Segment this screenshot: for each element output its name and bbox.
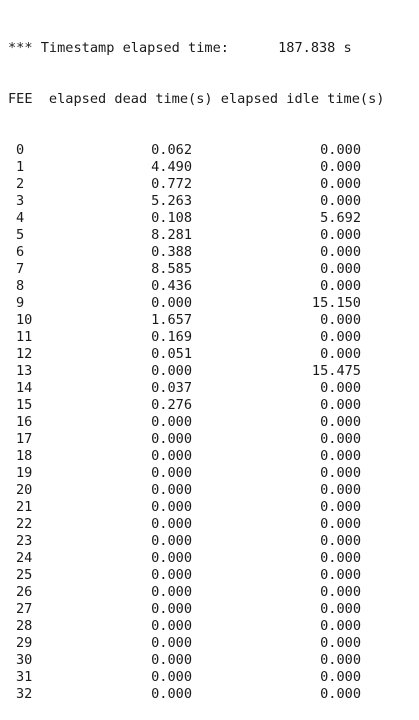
table-row (8, 278, 413, 295)
fee-number: 25 (16, 567, 33, 583)
fee-number: 20 (16, 482, 33, 498)
table-row (8, 652, 413, 669)
table-row (8, 431, 413, 448)
terminal-output (8, 6, 413, 720)
dead-time-value: 0.000 (151, 584, 192, 600)
idle-time-value: 15.150 (311, 295, 361, 311)
idle-time-value: 0.000 (320, 635, 361, 651)
idle-time-value: 0.000 (320, 550, 361, 566)
table-row (8, 635, 413, 652)
table-row (8, 312, 413, 329)
idle-time-value: 0.000 (320, 618, 361, 634)
fee-number: 6 (16, 244, 25, 260)
dead-time-value: 0.000 (151, 448, 192, 464)
idle-time-value: 0.000 (320, 499, 361, 515)
dead-time-value: 5.263 (151, 193, 192, 209)
table-row (8, 142, 413, 159)
idle-time-value: 0.000 (320, 329, 361, 345)
fee-number: 8 (16, 278, 25, 294)
dead-time-value: 0.000 (151, 601, 192, 617)
dead-time-value: 0.000 (151, 567, 192, 583)
idle-time-value: 0.000 (320, 142, 361, 158)
fee-number: 24 (16, 550, 33, 566)
dead-time-value: 0.000 (151, 550, 192, 566)
table-row (8, 567, 413, 584)
dead-time-value: 0.276 (151, 397, 192, 413)
idle-time-value: 0.000 (320, 193, 361, 209)
idle-time-value: 0.000 (320, 465, 361, 481)
idle-time-value: 0.000 (320, 261, 361, 277)
dead-time-value: 0.772 (151, 176, 192, 192)
fee-number: 0 (16, 142, 25, 158)
fee-number: 12 (16, 346, 33, 362)
fee-number: 4 (16, 210, 25, 226)
dead-time-value: 0.000 (151, 652, 192, 668)
fee-number: 2 (16, 176, 25, 192)
fee-number: 7 (16, 261, 25, 277)
table-row (8, 227, 413, 244)
table-row (8, 176, 413, 193)
dead-time-value: 0.000 (151, 414, 192, 430)
idle-time-value: 0.000 (320, 516, 361, 532)
idle-time-value: 0.000 (320, 278, 361, 294)
fee-number: 19 (16, 465, 33, 481)
table-row (8, 601, 413, 618)
idle-time-value: 0.000 (320, 431, 361, 447)
fee-number: 22 (16, 516, 33, 532)
dead-time-value: 0.000 (151, 533, 192, 549)
table-row (8, 295, 413, 312)
fee-number: 21 (16, 499, 33, 515)
table-row (8, 686, 413, 703)
table-row (8, 584, 413, 601)
idle-time-value: 0.000 (320, 482, 361, 498)
dead-time-value: 0.000 (151, 482, 192, 498)
table-row (8, 244, 413, 261)
fee-number: 31 (16, 669, 33, 685)
fee-number: 16 (16, 414, 33, 430)
fee-number: 18 (16, 448, 33, 464)
idle-time-value: 0.000 (320, 227, 361, 243)
table-row (8, 482, 413, 499)
idle-time-value: 0.000 (320, 312, 361, 328)
idle-time-value: 0.000 (320, 346, 361, 362)
dead-time-value: 8.281 (151, 227, 192, 243)
idle-time-value: 0.000 (320, 176, 361, 192)
dead-time-value: 0.000 (151, 295, 192, 311)
idle-time-value: 15.475 (311, 363, 361, 379)
fee-number: 26 (16, 584, 33, 600)
fee-number: 29 (16, 635, 33, 651)
fee-number: 1 (16, 159, 25, 175)
table-row (8, 210, 413, 227)
idle-time-value: 0.000 (320, 652, 361, 668)
dead-time-value: 4.490 (151, 159, 192, 175)
fee-number: 15 (16, 397, 33, 413)
dead-time-value: 0.000 (151, 686, 192, 702)
idle-time-value: 0.000 (320, 397, 361, 413)
fee-number: 32 (16, 686, 33, 702)
table-row (8, 533, 413, 550)
fee-number: 9 (16, 295, 25, 311)
fee-number: 13 (16, 363, 33, 379)
dead-time-value: 8.585 (151, 261, 192, 277)
fee-number: 5 (16, 227, 25, 243)
dead-time-value: 0.037 (151, 380, 192, 396)
column-header-line: FEE elapsed dead time(s) elapsed idle time(s) (8, 91, 385, 107)
fee-number: 28 (16, 618, 33, 634)
idle-time-value: 0.000 (320, 601, 361, 617)
dead-time-value: 0.000 (151, 465, 192, 481)
dead-time-value: 0.000 (151, 431, 192, 447)
dead-time-value: 0.051 (151, 346, 192, 362)
idle-time-value: 0.000 (320, 414, 361, 430)
fee-number: 14 (16, 380, 33, 396)
dead-time-value: 0.000 (151, 516, 192, 532)
table-row (8, 329, 413, 346)
table-row (8, 346, 413, 363)
fee-number: 30 (16, 652, 33, 668)
fee-number: 3 (16, 193, 25, 209)
table-row (8, 465, 413, 482)
table-row (8, 669, 413, 686)
idle-time-value: 0.000 (320, 448, 361, 464)
table-row (8, 397, 413, 414)
idle-time-value: 0.000 (320, 567, 361, 583)
dead-time-value: 0.436 (151, 278, 192, 294)
idle-time-value: 0.000 (320, 244, 361, 260)
idle-time-value: 0.000 (320, 669, 361, 685)
table-row (8, 550, 413, 567)
idle-time-value: 0.000 (320, 584, 361, 600)
table-row (8, 516, 413, 533)
fee-number: 10 (16, 312, 33, 328)
fee-number: 23 (16, 533, 33, 549)
dead-time-value: 0.169 (151, 329, 192, 345)
timestamp-line: *** Timestamp elapsed time: 187.838 s (8, 40, 352, 56)
table-row (8, 448, 413, 465)
fee-number: 27 (16, 601, 33, 617)
dead-time-value: 1.657 (151, 312, 192, 328)
idle-time-value: 0.000 (320, 380, 361, 396)
table-row (8, 414, 413, 431)
table-row (8, 499, 413, 516)
dead-time-value: 0.000 (151, 669, 192, 685)
table-row (8, 159, 413, 176)
idle-time-value: 0.000 (320, 159, 361, 175)
dead-time-value: 0.062 (151, 142, 192, 158)
table-row (8, 618, 413, 635)
table-row (8, 193, 413, 210)
idle-time-value: 0.000 (320, 533, 361, 549)
dead-time-value: 0.000 (151, 618, 192, 634)
table-row (8, 261, 413, 278)
dead-time-value: 0.000 (151, 635, 192, 651)
fee-table-body (8, 142, 413, 703)
idle-time-value: 0.000 (320, 686, 361, 702)
dead-time-value: 0.108 (151, 210, 192, 226)
fee-number: 11 (16, 329, 33, 345)
dead-time-value: 0.000 (151, 363, 192, 379)
table-row (8, 380, 413, 397)
dead-time-value: 0.388 (151, 244, 192, 260)
idle-time-value: 5.692 (320, 210, 361, 226)
dead-time-value: 0.000 (151, 499, 192, 515)
table-row (8, 363, 413, 380)
fee-number: 17 (16, 431, 33, 447)
